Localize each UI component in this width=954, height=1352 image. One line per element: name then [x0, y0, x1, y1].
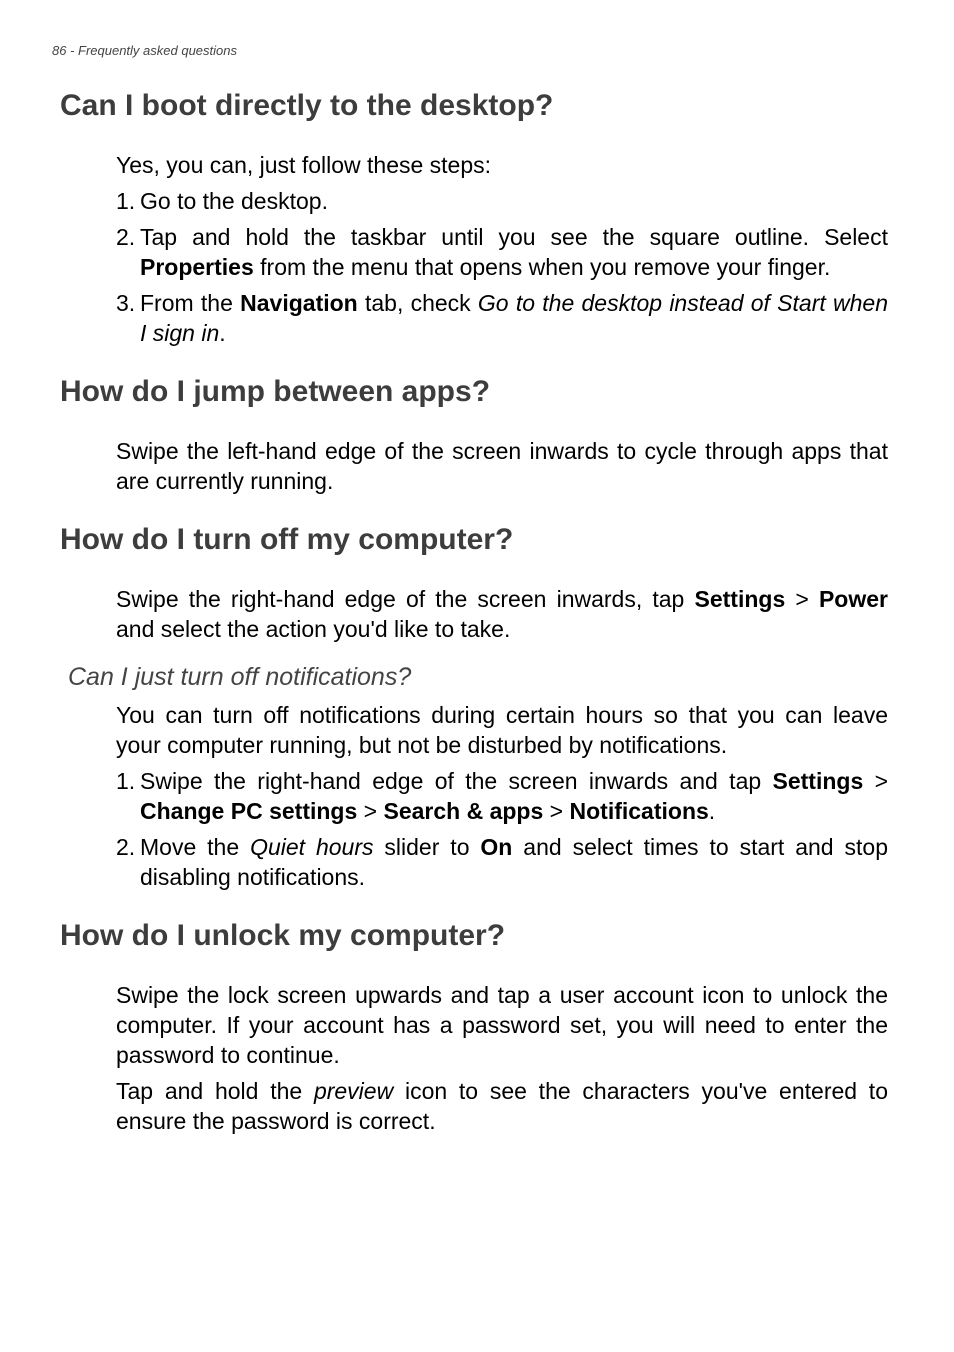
body-paragraph: Swipe the lock screen upwards and tap a user account icon to unlock the computer. If your account has a password set, you will need to enter the password to continue.	[116, 982, 888, 1068]
ui-term: Settings	[694, 586, 786, 612]
step-text: >	[543, 798, 570, 824]
section-body	[116, 584, 888, 644]
section-turn-off-notifications	[60, 660, 890, 892]
section-heading: How do I unlock my computer?	[60, 919, 506, 952]
text-run: Tap and hold the	[116, 1078, 314, 1104]
list-item	[116, 766, 888, 826]
ui-term: Change PC settings	[140, 798, 358, 824]
ui-term: Properties	[140, 254, 254, 280]
step-number: 1.	[116, 768, 136, 794]
page-content	[60, 84, 890, 1158]
option-label: preview	[313, 1078, 394, 1104]
body-paragraph	[116, 584, 888, 644]
option-label: Go to the desktop instead of Start when I sign in	[140, 290, 888, 346]
ui-term: Search & apps	[383, 798, 544, 824]
text-run: Swipe the right-hand edge of the screen inwards, tap	[116, 586, 695, 612]
section-heading: Can I boot directly to the desktop?	[60, 89, 554, 122]
body-paragraph	[116, 1076, 888, 1136]
step-text: Go to the desktop.	[140, 188, 328, 214]
step-text: Move the	[140, 834, 251, 860]
step-text: .	[708, 798, 716, 824]
option-label: Quiet hours	[250, 834, 374, 860]
section-turn-off-computer	[60, 518, 890, 644]
text-run: and select the action you'd like to take.	[116, 616, 511, 642]
steps-list	[116, 186, 888, 348]
intro-paragraph: Yes, you can, just follow these steps:	[116, 152, 492, 178]
step-number: 2.	[116, 224, 136, 250]
ui-term: Notifications	[569, 798, 709, 824]
step-number: 3.	[116, 290, 136, 316]
ui-term: Power	[818, 586, 888, 612]
section-body	[116, 980, 888, 1136]
ui-term: Navigation	[240, 290, 358, 316]
list-item	[116, 222, 888, 282]
step-text: >	[357, 798, 384, 824]
step-text: and select times to start and stop disabling notifications.	[140, 834, 888, 890]
section-body	[116, 700, 888, 892]
step-text: >	[863, 768, 889, 794]
section-body	[116, 436, 888, 496]
list-item	[116, 186, 888, 216]
step-text: Tap and hold the taskbar until you see the square outline. Select	[140, 224, 888, 250]
section-jump-between-apps	[60, 370, 890, 496]
section-heading: How do I turn off my computer?	[60, 523, 514, 556]
list-item	[116, 288, 888, 348]
section-heading: How do I jump between apps?	[60, 375, 491, 408]
step-text: Swipe the right-hand edge of the screen inwards and tap	[140, 768, 773, 794]
section-boot-to-desktop	[60, 84, 890, 348]
step-text: slider to	[373, 834, 481, 860]
step-number: 2.	[116, 834, 136, 860]
ui-term: Settings	[772, 768, 864, 794]
body-paragraph: Swipe the left-hand edge of the screen inwards to cycle through apps that are currently running.	[116, 438, 888, 494]
step-number: 1.	[116, 188, 136, 214]
running-header: 86 - Frequently asked questions	[52, 43, 237, 58]
step-text: from the menu that opens when you remove your finger.	[253, 254, 831, 280]
sub-heading: Can I just turn off notifications?	[68, 663, 412, 691]
text-run: icon to see the characters you've entered to ensure the password is correct.	[116, 1078, 888, 1134]
ui-term: On	[480, 834, 513, 860]
steps-list	[116, 766, 888, 892]
step-text: tab, check	[357, 290, 478, 316]
body-paragraph: You can turn off notifications during certain hours so that you can leave your computer running, but not be disturbed by notifications.	[116, 702, 888, 758]
section-unlock-computer	[60, 914, 890, 1136]
section-body	[116, 150, 888, 348]
step-text: .	[219, 320, 226, 346]
step-text: From the	[140, 290, 241, 316]
text-run: >	[785, 586, 819, 612]
list-item	[116, 832, 888, 892]
